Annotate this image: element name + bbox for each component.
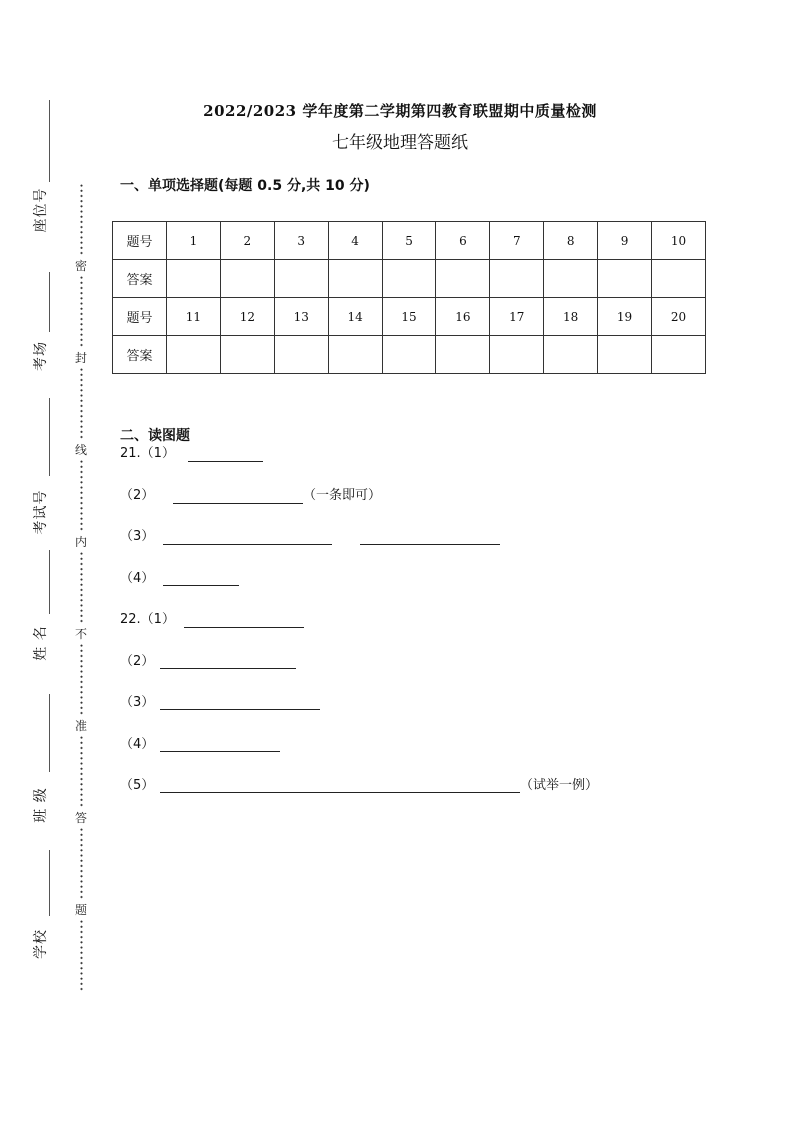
answer-cell[interactable] xyxy=(220,336,274,374)
q21-part3-blank-a[interactable] xyxy=(163,544,332,545)
table-row xyxy=(113,336,706,374)
margin-rule xyxy=(49,100,50,182)
question-number-cell: 15 xyxy=(382,298,436,336)
answer-cell[interactable] xyxy=(598,336,652,374)
seal-char: 线 xyxy=(75,443,88,457)
answer-cell[interactable] xyxy=(220,260,274,298)
answer-cell[interactable] xyxy=(652,336,706,374)
class-label: 班 级 xyxy=(33,787,49,823)
q22-part3-blank[interactable] xyxy=(160,709,320,710)
q22-part5-blank[interactable] xyxy=(160,792,520,793)
seal-char: 内 xyxy=(75,535,88,549)
question-number-cell: 2 xyxy=(220,222,274,260)
question-number-cell: 14 xyxy=(328,298,382,336)
answer-cell[interactable] xyxy=(382,336,436,374)
answer-cell[interactable] xyxy=(544,336,598,374)
table-row xyxy=(113,298,706,336)
answer-table xyxy=(112,221,706,374)
section2-heading: 二、读图题 xyxy=(120,428,190,444)
margin-rule xyxy=(49,850,50,916)
question-number-cell: 5 xyxy=(382,222,436,260)
margin-rule xyxy=(49,272,50,332)
question-number-cell: 9 xyxy=(598,222,652,260)
answer-cell[interactable] xyxy=(490,336,544,374)
page-subtitle: 七年级地理答题纸 xyxy=(332,133,468,153)
table-row xyxy=(113,222,706,260)
q22-part5-note: （试举一例） xyxy=(520,778,599,793)
question-number-cell: 16 xyxy=(436,298,490,336)
answer-cell[interactable] xyxy=(274,260,328,298)
row-label-number: 题号 xyxy=(113,298,167,336)
answer-cell[interactable] xyxy=(436,336,490,374)
q21-part2-label: （2） xyxy=(120,488,155,503)
exam-room-label: 考场 xyxy=(33,341,49,371)
seal-char: 题 xyxy=(75,903,88,917)
answer-cell[interactable] xyxy=(436,260,490,298)
exam-number-label: 考试号 xyxy=(33,489,49,535)
seal-char: 准 xyxy=(75,719,88,733)
q21-part3-blank-b[interactable] xyxy=(360,544,500,545)
seal-char: 封 xyxy=(75,351,88,365)
question-number-cell: 6 xyxy=(436,222,490,260)
question-number-cell: 8 xyxy=(544,222,598,260)
q21-part1-blank[interactable] xyxy=(188,461,263,462)
q21-part4-blank[interactable] xyxy=(163,585,239,586)
question-number-cell: 7 xyxy=(490,222,544,260)
question-number-cell: 12 xyxy=(220,298,274,336)
answer-cell[interactable] xyxy=(328,260,382,298)
q22-part2-blank[interactable] xyxy=(160,668,296,669)
q22-part2-label: （2） xyxy=(120,654,155,669)
q22-part5-label: （5） xyxy=(120,778,155,793)
answer-cell[interactable] xyxy=(652,260,706,298)
question-number-cell: 4 xyxy=(328,222,382,260)
question-number-cell: 13 xyxy=(274,298,328,336)
seat-number-label: 座位号 xyxy=(33,187,49,233)
seal-char: 答 xyxy=(75,811,88,825)
name-label: 姓 名 xyxy=(33,625,49,661)
margin-rule xyxy=(49,398,50,476)
seal-char: 密 xyxy=(75,259,88,273)
question-number-cell: 3 xyxy=(274,222,328,260)
table-row xyxy=(113,260,706,298)
section1-heading: 一、单项选择题(每题 0.5 分,共 10 分) xyxy=(120,178,370,194)
question-number-cell: 19 xyxy=(598,298,652,336)
question-number-cell: 17 xyxy=(490,298,544,336)
page-title: 2022/2023 学年度第二学期第四教育联盟期中质量检测 xyxy=(203,102,597,120)
q22-part3-label: （3） xyxy=(120,695,155,710)
q22-part1-blank[interactable] xyxy=(184,627,304,628)
answer-cell[interactable] xyxy=(490,260,544,298)
school-label: 学校 xyxy=(33,929,49,959)
q21-part2-blank[interactable] xyxy=(173,503,303,504)
q22-part1-label: 22.（1） xyxy=(120,612,175,627)
answer-cell[interactable] xyxy=(328,336,382,374)
question-number-cell: 18 xyxy=(544,298,598,336)
margin-rule xyxy=(49,694,50,772)
q21-part2-note: （一条即可） xyxy=(303,488,382,503)
q22-part4-label: （4） xyxy=(120,737,155,752)
seal-char: 不 xyxy=(75,627,88,641)
q21-part3-label: （3） xyxy=(120,529,155,544)
margin-rule xyxy=(49,550,50,614)
question-number-cell: 11 xyxy=(167,298,221,336)
question-number-cell: 10 xyxy=(652,222,706,260)
answer-cell[interactable] xyxy=(274,336,328,374)
question-number-cell: 20 xyxy=(652,298,706,336)
q21-part1-label: 21.（1） xyxy=(120,446,175,461)
answer-cell[interactable] xyxy=(544,260,598,298)
answer-cell[interactable] xyxy=(382,260,436,298)
answer-cell[interactable] xyxy=(598,260,652,298)
seal-line xyxy=(76,183,86,993)
row-label-answer: 答案 xyxy=(113,260,167,298)
q22-part4-blank[interactable] xyxy=(160,751,280,752)
row-label-answer: 答案 xyxy=(113,336,167,374)
answer-cell[interactable] xyxy=(167,260,221,298)
answer-cell[interactable] xyxy=(167,336,221,374)
question-number-cell: 1 xyxy=(167,222,221,260)
q21-part4-label: （4） xyxy=(120,571,155,586)
row-label-number: 题号 xyxy=(113,222,167,260)
